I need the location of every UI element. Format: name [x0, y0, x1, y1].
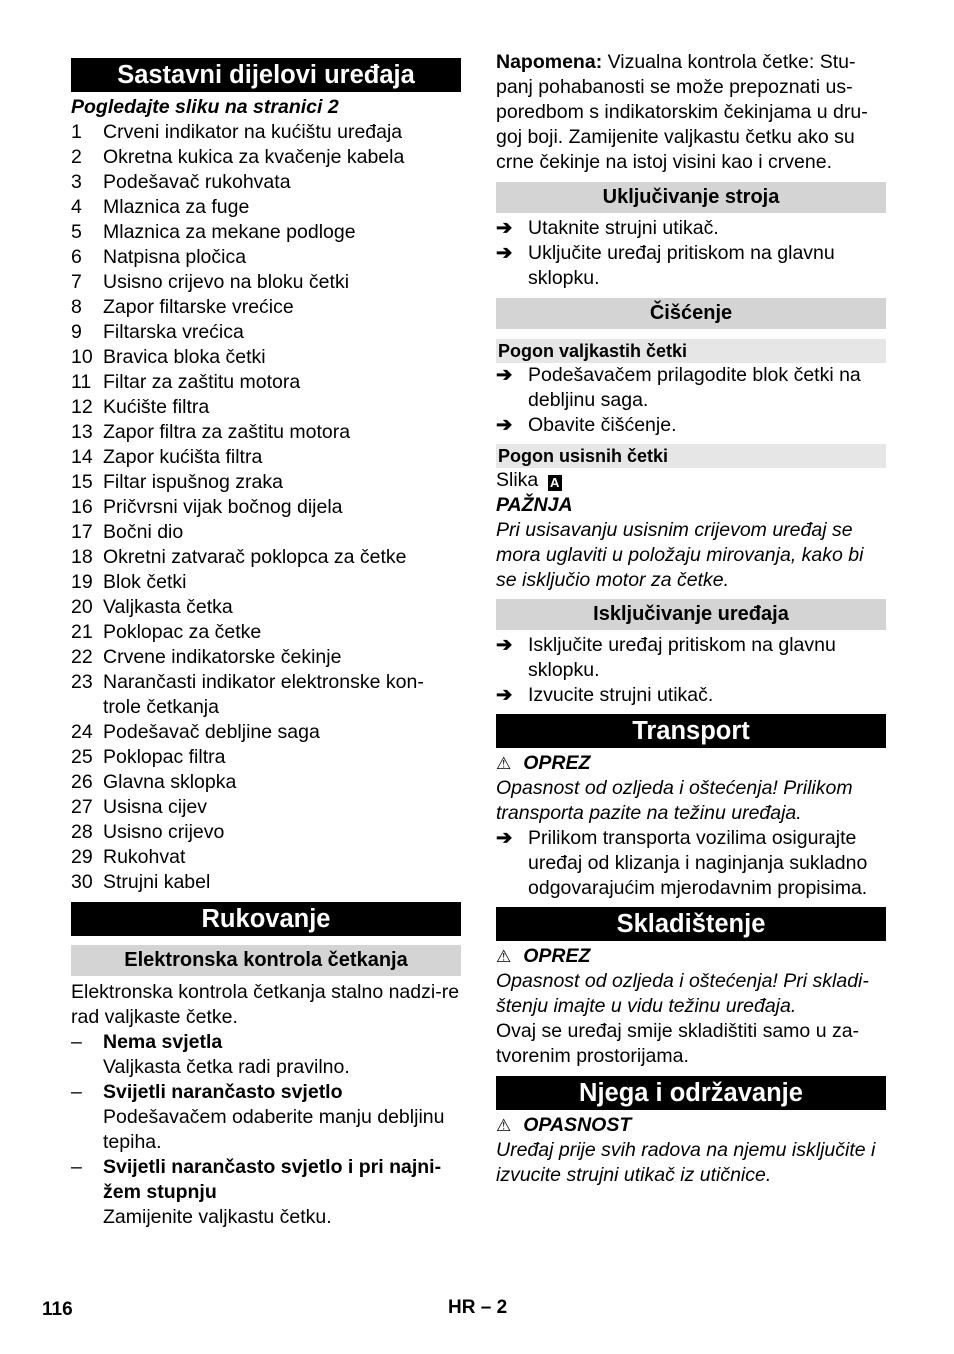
section-title-switch-on: Uključivanje stroja: [496, 182, 886, 213]
step-item: [496, 241, 886, 291]
state-description: Zamijenite valjkastu četku.: [103, 1206, 332, 1228]
warning-triangle-icon: ⚠: [496, 947, 512, 966]
storage-caution: [496, 944, 886, 969]
list-item-label: Usisno crijevo: [103, 821, 225, 843]
list-item-number: 4: [71, 196, 82, 218]
attention-label: PAŽNJA: [496, 494, 573, 516]
transport-step: [496, 826, 886, 901]
list-item: [71, 1080, 461, 1155]
step-text: Utaknite strujni utikač.: [528, 217, 719, 239]
list-item-label: Filtar za zaštitu motora: [103, 371, 301, 393]
list-item-label: Podešavač rukohvata: [103, 171, 291, 193]
note-paragraph: [496, 50, 886, 175]
section-title-care: Njega i održavanje: [496, 1076, 886, 1110]
list-item-number: 19: [71, 571, 93, 593]
list-item-label: Mlaznica za fuge: [103, 196, 250, 218]
state-description: Valjkasta četka radi pravilno.: [103, 1056, 350, 1078]
list-item-label: Zapor kućišta filtra: [103, 446, 263, 468]
list-item-label: Mlaznica za mekane podloge: [103, 221, 356, 243]
transport-step-text: Prilikom transporta vozilima osigurajte uređaj od klizanja i naginjanja sukladno odgovarajućim mjerodavnim propisima.: [528, 827, 868, 899]
list-item-label: Usisno crijevo na bloku četki: [103, 271, 350, 293]
dash-bullet: –: [71, 1081, 82, 1103]
list-item: [71, 470, 461, 495]
list-item: [71, 120, 461, 145]
arrow-icon: ➔: [496, 827, 513, 849]
list-item-number: 5: [71, 221, 82, 243]
page-number: 116: [42, 1299, 73, 1320]
section-title-cleaning: Čišćenje: [496, 298, 886, 329]
step-text: Podešavačem prilagodite blok četki na debljinu saga.: [528, 364, 861, 411]
list-item-number: 13: [71, 421, 93, 443]
list-item: [71, 670, 461, 720]
roller-steps: [496, 363, 886, 438]
state-description: Podešavačem odaberite manju debljinu tepiha.: [103, 1106, 445, 1153]
list-item-label: Crvene indikatorske čekinje: [103, 646, 342, 668]
list-item-label: Filtarska vrećica: [103, 321, 244, 343]
list-item-number: 6: [71, 246, 82, 268]
dash-bullet: –: [71, 1031, 82, 1053]
note-text: Vizualna kontrola četke: Stu-panj pohabanosti se može prepoznati us-poredbom s indikatorskim čekinjama u dru-goj boji. Zamijenite valjkastu četku ako su crne čekinje na istoj visini kao i crvene.: [496, 51, 868, 173]
state-heading: Nema svjetla: [103, 1031, 223, 1053]
list-item-label: Crveni indikator na kućištu uređaja: [103, 121, 403, 143]
list-item: [71, 570, 461, 595]
section-title-operation: Rukovanje: [71, 902, 461, 936]
list-item: [71, 370, 461, 395]
intro-paragraph: Elektronska kontrola četkanja stalno nadzi-re rad valjkaste četke.: [71, 981, 460, 1028]
step-text: Obavite čišćenje.: [528, 414, 677, 436]
arrow-icon: ➔: [496, 217, 513, 239]
list-item-label: Okretna kukica za kvačenje kabela: [103, 146, 405, 168]
list-item-number: 9: [71, 321, 82, 343]
list-item-number: 17: [71, 521, 93, 543]
transport-caution: [496, 751, 886, 776]
list-item: [71, 770, 461, 795]
list-item-number: 2: [71, 146, 82, 168]
step-item: [496, 683, 886, 708]
list-item-number: 8: [71, 296, 82, 318]
list-item-number: 1: [71, 121, 82, 143]
list-item: [71, 720, 461, 745]
warning-triangle-icon: ⚠: [496, 1116, 512, 1135]
list-item-number: 24: [71, 721, 93, 743]
list-item: [71, 245, 461, 270]
list-item-number: 27: [71, 796, 93, 818]
list-item: [71, 845, 461, 870]
list-item-number: 30: [71, 871, 93, 893]
switch-on-steps: [496, 216, 886, 291]
section-title-parts: Sastavni dijelovi uređaja: [71, 58, 461, 92]
list-item-number: 25: [71, 746, 93, 768]
language-page-label: HR – 2: [448, 1297, 508, 1318]
list-item-number: 29: [71, 846, 93, 868]
list-item: [71, 620, 461, 645]
transport-warning-text: Opasnost od ozljeda i oštećenja! Prilikom transporta pazite na težinu uređaja.: [496, 777, 853, 824]
list-item-label: Poklopac filtra: [103, 746, 226, 768]
list-item: [71, 145, 461, 170]
list-item-label: Podešavač debljine saga: [103, 721, 320, 743]
list-item-number: 23: [71, 671, 93, 693]
list-item-number: 14: [71, 446, 93, 468]
list-item: [71, 645, 461, 670]
danger-label: OPASNOST: [523, 1114, 632, 1136]
list-item-label: Usisna cijev: [103, 796, 208, 818]
section-title-storage: Skladištenje: [496, 907, 886, 941]
warning-triangle-icon: ⚠: [496, 754, 512, 773]
list-item-number: 20: [71, 596, 93, 618]
note-label: Napomena:: [496, 51, 603, 73]
section-title-switch-off: Isključivanje uređaja: [496, 599, 886, 630]
storage-text: Ovaj se uređaj smije skladištiti samo u za-tvorenim prostorijama.: [496, 1020, 860, 1067]
list-item-number: 16: [71, 496, 93, 518]
step-item: [496, 413, 886, 438]
caution-label: OPREZ: [523, 752, 591, 774]
right-column: [496, 50, 886, 1188]
list-item: [71, 820, 461, 845]
care-danger: [496, 1113, 886, 1138]
step-text: Izvucite strujni utikač.: [528, 684, 714, 706]
list-item-content: [103, 1030, 461, 1080]
step-text: Isključite uređaj pritiskom na glavnu sklopku.: [528, 634, 836, 681]
list-item-label: Filtar ispušnog zraka: [103, 471, 283, 493]
arrow-icon: ➔: [496, 684, 513, 706]
list-item-number: 3: [71, 171, 82, 193]
step-item: [496, 363, 886, 413]
list-item: [71, 495, 461, 520]
list-item: [71, 1030, 461, 1080]
list-item-number: 28: [71, 821, 93, 843]
list-item: [71, 420, 461, 445]
list-item-number: 15: [71, 471, 93, 493]
list-item-label: Strujni kabel: [103, 871, 211, 893]
list-item: [71, 870, 461, 895]
attention-text: Pri usisavanju usisnim crijevom uređaj se mora uglaviti u položaju mirovanja, kako bi se isključio motor za četke.: [496, 519, 864, 591]
arrow-icon: ➔: [496, 414, 513, 436]
list-item-number: 22: [71, 646, 93, 668]
arrow-icon: ➔: [496, 634, 513, 656]
arrow-icon: ➔: [496, 364, 513, 386]
list-item: [71, 220, 461, 245]
figure-label: Slika: [496, 469, 539, 491]
state-heading: Svijetli narančasto svjetlo i pri najni-žem stupnju: [103, 1156, 442, 1203]
list-item: [71, 395, 461, 420]
list-item: [71, 270, 461, 295]
list-item: [71, 445, 461, 470]
dash-bullet: –: [71, 1156, 82, 1178]
left-column: [71, 50, 461, 1230]
step-item: [496, 216, 886, 241]
care-warning-text: Uređaj prije svih radova na njemu isključite i izvucite strujni utikač iz utičnice.: [496, 1139, 876, 1186]
list-item-number: 11: [71, 371, 92, 393]
list-item-number: 10: [71, 346, 93, 368]
list-item-label: Poklopac za četke: [103, 621, 262, 643]
list-item: [71, 795, 461, 820]
list-item: [71, 320, 461, 345]
list-item: [71, 345, 461, 370]
list-item: [71, 545, 461, 570]
subsection-title-electronic-control: Elektronska kontrola četkanja: [71, 945, 461, 976]
caution-label: OPREZ: [523, 945, 591, 967]
state-list: [71, 1030, 461, 1230]
switch-off-steps: [496, 633, 886, 708]
subsection-title-roller-brushes: Pogon valjkastih četki: [496, 339, 886, 363]
section-title-transport: Transport: [496, 714, 886, 748]
list-item-label: Zapor filtra za zaštitu motora: [103, 421, 351, 443]
list-item-number: 21: [71, 621, 93, 643]
list-item-label: Bravica bloka četki: [103, 346, 266, 368]
figure-reference: Pogledajte sliku na stranici 2: [71, 96, 339, 118]
list-item-number: 18: [71, 546, 93, 568]
list-item: [71, 195, 461, 220]
list-item-label: Rukohvat: [103, 846, 186, 868]
list-item-content: [103, 1080, 461, 1155]
list-item: [71, 520, 461, 545]
figure-letter-badge: A: [548, 475, 562, 491]
list-item-number: 26: [71, 771, 93, 793]
figure-line: [496, 468, 886, 493]
list-item: [71, 295, 461, 320]
parts-list: [71, 120, 461, 895]
list-item-number: 7: [71, 271, 82, 293]
storage-warning-text: Opasnost od ozljeda i oštećenja! Pri skladi-štenju imajte u vidu težinu uređaja.: [496, 970, 869, 1017]
list-item-label: Kućište filtra: [103, 396, 210, 418]
list-item-label: Zapor filtarske vrećice: [103, 296, 294, 318]
step-text: Uključite uređaj pritiskom na glavnu sklopku.: [528, 242, 835, 289]
arrow-icon: ➔: [496, 242, 513, 264]
list-item: [71, 170, 461, 195]
subsection-title-suction-brushes: Pogon usisnih četki: [496, 444, 886, 468]
list-item-content: [103, 1155, 461, 1230]
list-item-label: Valjkasta četka: [103, 596, 233, 618]
list-item: [71, 1155, 461, 1230]
state-heading: Svijetli narančasto svjetlo: [103, 1081, 343, 1103]
list-item-label: Blok četki: [103, 571, 187, 593]
list-item-number: 12: [71, 396, 93, 418]
list-item: [71, 745, 461, 770]
step-item: [496, 633, 886, 683]
list-item-label: Bočni dio: [103, 521, 184, 543]
list-item-label: Pričvrsni vijak bočnog dijela: [103, 496, 343, 518]
list-item-label: Glavna sklopka: [103, 771, 237, 793]
list-item-label: Okretni zatvarač poklopca za četke: [103, 546, 407, 568]
list-item-label: Natpisna pločica: [103, 246, 247, 268]
list-item-label: Narančasti indikator elektronske kon-trole četkanja: [103, 671, 424, 718]
list-item: [71, 595, 461, 620]
